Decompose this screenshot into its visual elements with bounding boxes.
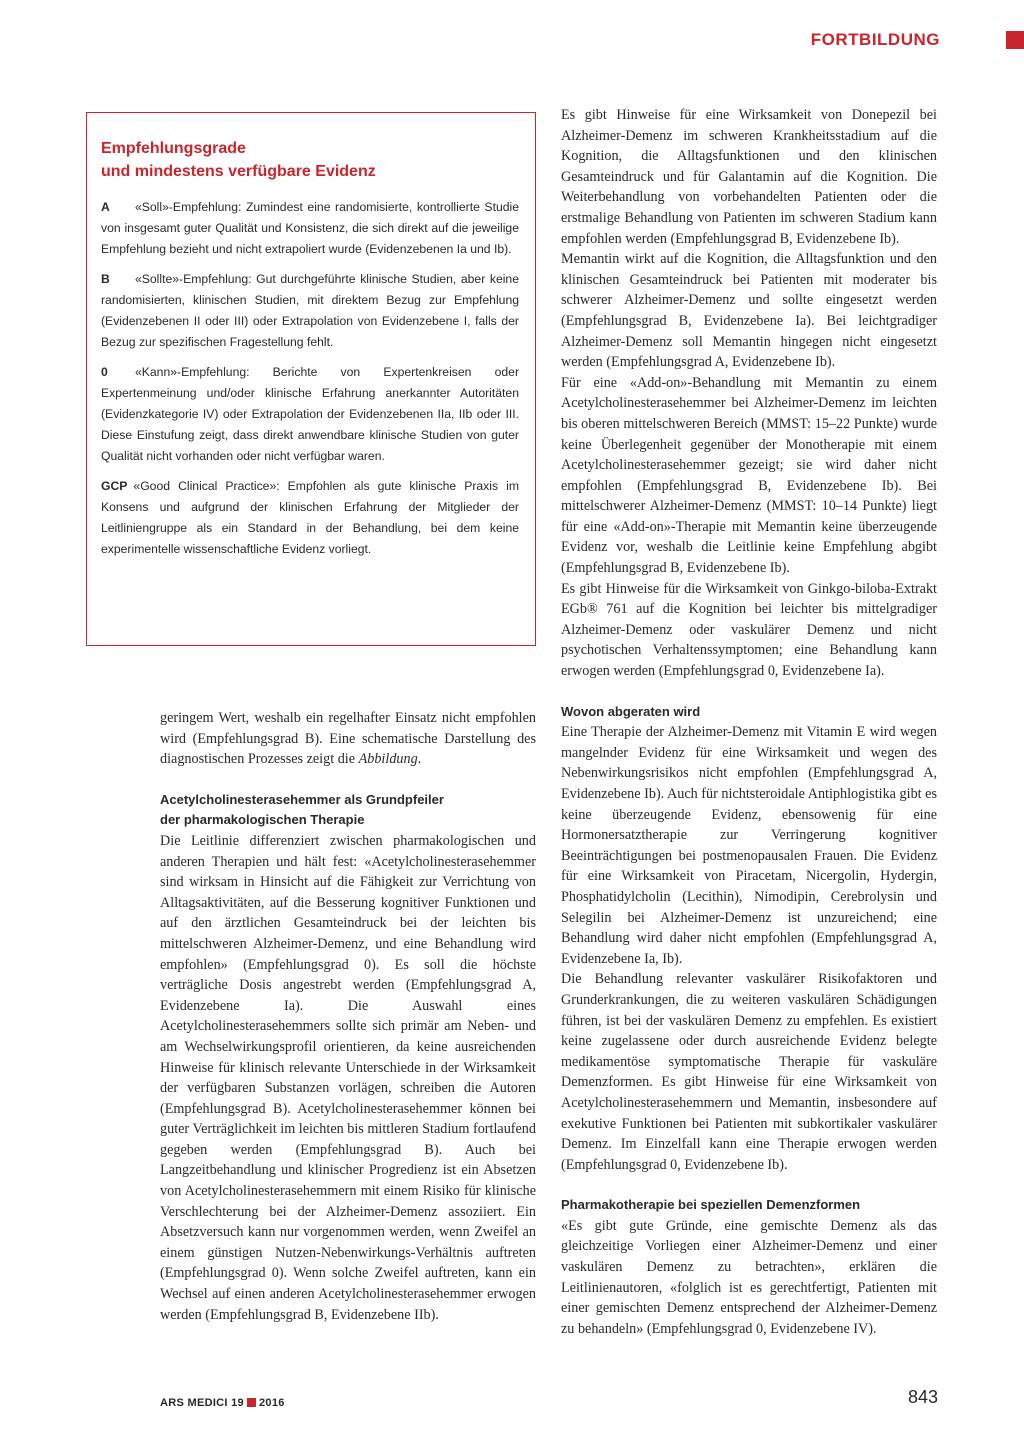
paragraph-donepezil: Es gibt Hinweise für eine Wirksamkeit von Donepezil bei Alzheimer-Demenz im schweren Krankheitsstadium auf die Kognition, die Alltagsfunktionen und den klinischen Gesamteindruck und für Galantamin auf die Kognition. Die Weiterbehandlung von vorbehandelten Patienten oder die erstmalige Behandlung von Patienten im schweren Stadium kann empfohlen werden (Empfehlungsgrad B, Evidenzebene Ib). [561,107,937,247]
grade-a [101,197,519,260]
paragraph-vitamin-e: Eine Therapie der Alzheimer-Demenz mit Vitamin E wird wegen mangelnder Evidenz für eine Wirksamkeit und wegen des Nebenwirkungsrisikos nicht empfohlen (Empfehlungsgrad A, Evidenzebene Ib). Auch für nichtsteroidale Antiphlogistika gibt es keine überzeugende Evidenz, ebensowenig für eine Hormonersatztherapie zur Verringerung kognitiver Beeinträchtigungen bei postmenopausalen Frauen. Die Evidenz für eine Wirksamkeit von Piracetam, Nicergolin, Hydergin, Phosphatidylcholin (Lecithin), Nimodipin, Cerebrolysin und Selegilin bei Alzheimer-Demenz ist unzureichend; eine Behandlung wird daher nicht empfohlen (Empfehlungsgrad A, Evidenzebene Ia, Ib). [561,724,937,967]
left-column [160,708,536,1325]
heading-line-1: Acetylcholinesterasehemmer als Grundpfeiler [160,791,444,807]
grade-gcp [101,476,519,560]
grade-text: «Sollte»-Empfehlung: Gut durchgeführte klinische Studien, aber keine randomisierten, klinischen Studien, mit direktem Bezug zur Empfehlung (Evidenzebenen II oder III) oder Extrapolation von Evidenzebene I, falls der Bezug zur spezifischen Fragestellung fehlt. [101,272,519,349]
grade-text: «Soll»-Empfehlung: Zumindest eine randomisierte, kontrollierte Studie von insgesamt guter Qualität und Konsistenz, die sich direkt auf die jeweilige Empfehlung bezieht und nicht extrapoliert wurde (Evidenzebenen Ia und Ib). [101,200,519,256]
box-title-line-1: Empfehlungsgrade [101,140,246,157]
intro-end: . [417,751,422,768]
section-marker [1006,31,1024,49]
paragraph-add-on: Für eine «Add-on»-Behandlung mit Memantin zu einem Acetylcholinesterasehemmer bei Alzheimer-Demenz im leichten bis oberen mittelschweren Bereich (MMST: 15–22 Punkte) wurde keine Überlegenheit gegenüber der Monotherapie mit einem Acetylcholinesterasehemmer gezeigt; sie wird daher nicht empfohlen (Empfehlungsgrad B, Evidenzebene Ib). Bei mittelschwerer Alzheimer-Demenz (MMST: 10–14 Punkte) liegt für eine «Add-on»-Therapie mit Memantin keine überzeugende Evidenz vor, weshalb die Leitlinie keine Empfehlung abgibt (Empfehlungsgrad B, Evidenzebene Ib). [561,374,937,577]
section-heading-special-forms: Pharmakotherapie bei speziellen Demenzformen [561,1197,861,1213]
journal-year: 2016 [258,1397,285,1409]
grade-text: «Good Clinical Practice»: Empfohlen als gute klinische Praxis im Konsens und aufgrund der klinischen Erfahrung der Mitglieder der Leitliniengruppe als ein Standard in der Behandlung, bei dem keine experimentelle wissenschaftliche Evidenz vorliegt. [101,479,519,556]
figure-reference: Abbildung [358,751,418,768]
body-paragraph: Die Leitlinie differenziert zwischen pharmakologischen und anderen Therapien und hält fest: «Acetylcholinesterasehemmer sind wirksam in Hinsicht auf die Fähigkeit zur Verrichtung von Alltagsaktivitäten, auf die Besserung kognitiver Funktionen und auf den ärztlichen Gesamteindruck bei der leichten bis mittelschweren Alzheimer-Demenz, und eine Behandlung wird empfohlen» (Empfehlungsgrad 0). Es soll die höchste verträgliche Dosis angestrebt werden (Empfehlungsgrad A, Evidenzebene Ia). Die Auswahl eines Acetylcholinesterasehemmers sollte sich primär am Neben- und am Wechselwirkungsprofil orientieren, da keine ausreichenden Hinweise für klinisch relevante Unterschiede in der Wirksamkeit der verfügbaren Substanzen vorlägen, schreiben die Autoren (Empfehlungsgrad B). Acetylcholinesterasehemmer können bei guter Verträglichkeit im leichten bis mittleren Stadium fortlaufend gegeben werden (Empfehlungsgrad B). Auch bei Langzeitbehandlung und klinischer Progredienz ist ein Absetzen von Acetylcholinesterasehemmern mit einem Risiko für klinische Verschlechterung bei der Alzheimer-Demenz assoziiert. Ein Absetzversuch kann nur vorgenommen werden, wenn Zweifel an einem günstigen Nutzen-Nebenwirkungs-Verhältnis auftreten (Empfehlungsgrad 0). Wenn solche Zweifel auftreten, kann ein Wechsel auf einen anderen Acetylcholinesterasehemmer erwogen werden (Empfehlungsgrad B, Evidenzebene IIb). [160,832,536,1323]
paragraph-memantin: Memantin wirkt auf die Kognition, die Alltagsfunktion und den klinischen Gesamteindruck bei Patienten mit moderater bis schwerer Alzheimer-Demenz und sollte eingesetzt werden (Empfehlungsgrad B, Evidenzebene Ia). Bei leichtgradiger Alzheimer-Demenz soll Memantin hingegen nicht eingesetzt werden (Empfehlungsgrad A, Evidenzebene Ib). [561,251,937,371]
box-title [101,137,519,183]
paragraph-vascular: Die Behandlung relevanter vaskulärer Risikofaktoren und Grunderkrankungen, die zu weiteren vaskulären Schädigungen führen, ist bei der vaskulären Demenz zu empfehlen. Es existiert keine zugelassene oder durch ausreichende Evidenz belegte medikamentöse symptomatische Therapie für vaskuläre Demenzformen. Es gibt Hinweise für eine Wirksamkeit von Acetylcholinesterasehemmern und Memantin, insbesondere auf exekutive Funktionen bei Patienten mit subkortikaler vaskulärer Demenz. Im Einzelfall kann eine Therapie erwogen werden (Empfehlungsgrad 0, Evidenzebene Ib). [561,971,937,1173]
right-column [561,105,937,1339]
journal-name: ARS MEDICI 19 [160,1397,244,1409]
grade-b [101,269,519,353]
grade-letter: B [101,272,110,286]
footer-marker [247,1398,256,1407]
section-label: FORTBILDUNG [810,30,940,49]
intro-paragraph [160,708,536,770]
section-heading-discouraged: Wovon abgeraten wird [561,703,701,719]
paragraph-ginkgo: Es gibt Hinweise für die Wirksamkeit von Ginkgo-biloba-Extrakt EGb® 761 auf die Kognition bei leichter bis mittelgradiger Alzheimer-Demenz oder vaskulärer Demenz und nicht psychotischen Verhaltenssymptomen; eine Behandlung kann erwogen werden (Empfehlungsgrad 0, Evidenzebene Ia). [561,580,937,680]
intro-text: geringem Wert, weshalb ein regelhafter Einsatz nicht empfohlen wird (Empfehlungsgrad B). Eine schematische Darstellung des diagnostischen Prozesses zeigt die [160,710,536,768]
recommendation-grades-box [86,112,536,646]
grade-0 [101,362,519,467]
box-title-line-2: und mindestens verfügbare Evidenz [101,163,376,180]
grade-text: «Kann»-Empfehlung: Berichte von Expertenkreisen oder Expertenmeinung und/oder klinische Erfahrung anerkannter Autoritäten (Evidenzkategorie IV) oder Extrapolation der Evidenzebenen IIa, IIb oder III. Diese Einstufung zeigt, dass direkt anwendbare klinische Studien von guter Qualität nicht vorhanden oder nicht verfügbar waren. [101,365,519,463]
grade-letter: 0 [101,365,108,379]
section-heading [160,790,536,831]
paragraph-mixed-dementia: «Es gibt gute Gründe, eine gemischte Demenz als das gleichzeitige Vorliegen einer Alzheimer-Demenz und einer vaskulären Demenz zu betrachten», erklären die Leitlinienautoren, «folglich ist es gerechtfertigt, Patienten mit einer gemischten Demenz entsprechend der Alzheimer-Demenz zu behandeln» (Empfehlungsgrad 0, Evidenzebene IV). [561,1217,937,1337]
grade-letter: A [101,200,110,214]
page-number: 843 [907,1387,938,1407]
heading-line-2: der pharmakologischen Therapie [160,812,365,828]
footer-journal [160,1397,285,1409]
grade-letter: GCP [101,479,128,493]
